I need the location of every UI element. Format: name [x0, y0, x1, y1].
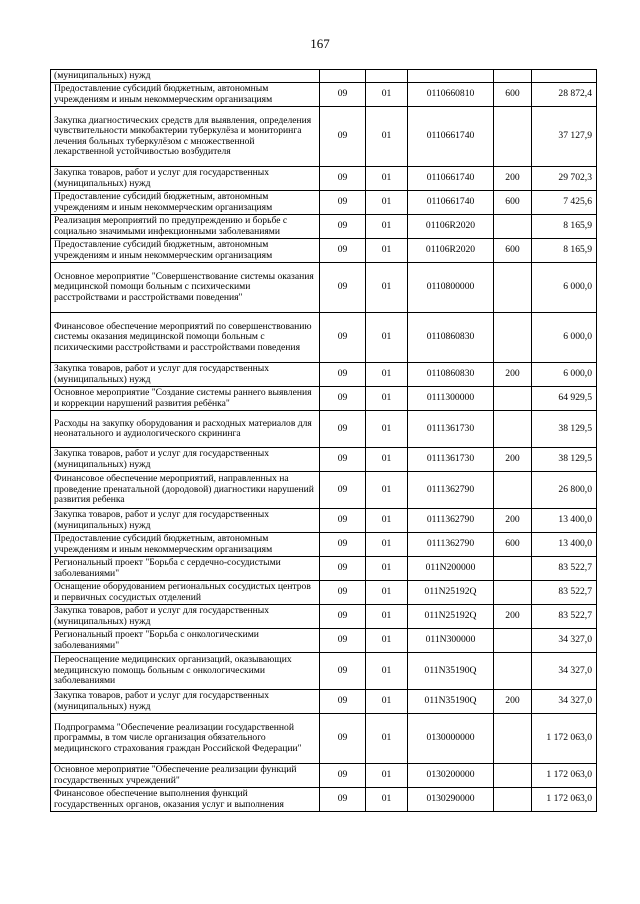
row-expense-type: [494, 764, 532, 788]
row-name: Региональный проект "Борьба с онкологическими заболеваниями": [51, 629, 320, 653]
row-name: Реализация мероприятий по предупреждению и борьбе с социально значимыми инфекционными заболеваниями: [51, 215, 320, 239]
row-expense-type: 600: [494, 533, 532, 557]
row-expense-type: [494, 107, 532, 167]
row-name: Расходы на закупку оборудования и расходных материалов для неонатального и аудиологического скрининга: [51, 411, 320, 448]
row-section: 09: [320, 690, 366, 714]
row-expense-type: [494, 263, 532, 313]
row-subsection: 01: [366, 653, 408, 690]
row-subsection: 01: [366, 107, 408, 167]
row-expense-type: [494, 70, 532, 83]
row-target-article: 0110661740: [408, 191, 494, 215]
row-subsection: 01: [366, 313, 408, 363]
row-amount: 29 702,3: [532, 167, 597, 191]
row-target-article: 01106R2020: [408, 215, 494, 239]
table-row: [51, 313, 597, 363]
row-amount: 13 400,0: [532, 533, 597, 557]
table-row: [51, 167, 597, 191]
row-amount: 34 327,0: [532, 690, 597, 714]
row-expense-type: [494, 714, 532, 764]
row-amount: 6 000,0: [532, 363, 597, 387]
row-name: Региональный проект "Борьба с сердечно-сосудистыми заболеваниями": [51, 557, 320, 581]
row-target-article: 01106R2020: [408, 239, 494, 263]
row-amount: 1 172 063,0: [532, 788, 597, 812]
row-section: 09: [320, 83, 366, 107]
row-section: 09: [320, 509, 366, 533]
row-section: 09: [320, 472, 366, 509]
row-name: Предоставление субсидий бюджетным, автономным учреждениям и иным некоммерческим организациям: [51, 533, 320, 557]
row-subsection: 01: [366, 788, 408, 812]
table-row: [51, 107, 597, 167]
row-section: 09: [320, 191, 366, 215]
table-row: [51, 581, 597, 605]
row-name: (муниципальных) нужд: [51, 70, 320, 83]
table-row: [51, 387, 597, 411]
row-name: Подпрограмма "Обеспечение реализации государственной программы, в том числе организация обязательного медицинского страхования граждан Российской Федерации": [51, 714, 320, 764]
row-expense-type: [494, 387, 532, 411]
table-row: [51, 215, 597, 239]
row-amount: 8 165,9: [532, 215, 597, 239]
row-amount: 83 522,7: [532, 557, 597, 581]
row-expense-type: 200: [494, 448, 532, 472]
row-amount: 64 929,5: [532, 387, 597, 411]
row-target-article: 011N25192Q: [408, 581, 494, 605]
row-section: 09: [320, 107, 366, 167]
table-row: [51, 363, 597, 387]
row-target-article: 0111362790: [408, 472, 494, 509]
row-subsection: 01: [366, 239, 408, 263]
table-row: [51, 788, 597, 812]
row-name: Предоставление субсидий бюджетным, автономным учреждениям и иным некоммерческим организациям: [51, 191, 320, 215]
row-subsection: 01: [366, 472, 408, 509]
row-name: Закупка товаров, работ и услуг для государственных (муниципальных) нужд: [51, 167, 320, 191]
row-amount: 38 129,5: [532, 448, 597, 472]
row-section: 09: [320, 387, 366, 411]
row-target-article: 011N25192Q: [408, 605, 494, 629]
row-amount: 37 127,9: [532, 107, 597, 167]
row-name: Закупка диагностических средств для выявления, определения чувствительности микобактерии туберкулёза и мониторинга лечения больных туберкулёзом с множественной лекарственной устойчивостью возбудителя: [51, 107, 320, 167]
row-name: Закупка товаров, работ и услуг для государственных (муниципальных) нужд: [51, 363, 320, 387]
row-expense-type: 200: [494, 690, 532, 714]
row-subsection: 01: [366, 83, 408, 107]
row-subsection: 01: [366, 363, 408, 387]
row-section: 09: [320, 581, 366, 605]
table-row: [51, 263, 597, 313]
row-name: Закупка товаров, работ и услуг для государственных (муниципальных) нужд: [51, 690, 320, 714]
row-expense-type: [494, 788, 532, 812]
row-target-article: 011N35190Q: [408, 653, 494, 690]
row-target-article: 0111362790: [408, 533, 494, 557]
row-name: Оснащение оборудованием региональных сосудистых центров и первичных сосудистых отделений: [51, 581, 320, 605]
row-section: 09: [320, 629, 366, 653]
row-subsection: 01: [366, 605, 408, 629]
row-section: 09: [320, 533, 366, 557]
row-amount: 6 000,0: [532, 313, 597, 363]
row-subsection: 01: [366, 581, 408, 605]
row-target-article: 0110860830: [408, 313, 494, 363]
row-amount: 83 522,7: [532, 605, 597, 629]
row-section: 09: [320, 363, 366, 387]
row-amount: 1 172 063,0: [532, 764, 597, 788]
row-target-article: 0111300000: [408, 387, 494, 411]
row-expense-type: 600: [494, 191, 532, 215]
row-expense-type: 600: [494, 83, 532, 107]
row-expense-type: [494, 411, 532, 448]
row-name: Основное мероприятие "Обеспечение реализации функций государственных учреждений": [51, 764, 320, 788]
row-expense-type: [494, 215, 532, 239]
row-subsection: 01: [366, 387, 408, 411]
row-section: 09: [320, 239, 366, 263]
row-target-article: 011N200000: [408, 557, 494, 581]
row-target-article: 0130290000: [408, 788, 494, 812]
table-row: [51, 472, 597, 509]
row-subsection: [366, 70, 408, 83]
row-expense-type: 200: [494, 605, 532, 629]
row-subsection: 01: [366, 263, 408, 313]
row-subsection: 01: [366, 191, 408, 215]
row-section: 09: [320, 215, 366, 239]
budget-table: [50, 69, 597, 812]
row-expense-type: 200: [494, 509, 532, 533]
table-row: [51, 629, 597, 653]
row-target-article: 0110660810: [408, 83, 494, 107]
row-name: Переоснащение медицинских организаций, оказывающих медицинскую помощь больным с онкологическими заболеваниями: [51, 653, 320, 690]
row-target-article: 0130200000: [408, 764, 494, 788]
table-row: [51, 411, 597, 448]
row-name: Закупка товаров, работ и услуг для государственных (муниципальных) нужд: [51, 509, 320, 533]
row-subsection: 01: [366, 533, 408, 557]
table-row: [51, 533, 597, 557]
row-amount: 28 872,4: [532, 83, 597, 107]
table-row: [51, 509, 597, 533]
table-row: [51, 714, 597, 764]
row-section: 09: [320, 263, 366, 313]
table-row: [51, 605, 597, 629]
row-expense-type: [494, 557, 532, 581]
row-section: 09: [320, 653, 366, 690]
table-row: [51, 83, 597, 107]
row-amount: 83 522,7: [532, 581, 597, 605]
row-name: Финансовое обеспечение мероприятий, направленных на проведение пренатальной (дородовой) диагностики нарушений развития ребенка: [51, 472, 320, 509]
row-expense-type: [494, 472, 532, 509]
row-name: Предоставление субсидий бюджетным, автономным учреждениям и иным некоммерческим организациям: [51, 239, 320, 263]
row-section: 09: [320, 788, 366, 812]
row-section: 09: [320, 764, 366, 788]
row-section: 09: [320, 557, 366, 581]
row-target-article: 0110860830: [408, 363, 494, 387]
row-expense-type: 600: [494, 239, 532, 263]
table-row: [51, 653, 597, 690]
row-target-article: 011N300000: [408, 629, 494, 653]
row-amount: 1 172 063,0: [532, 714, 597, 764]
row-section: 09: [320, 448, 366, 472]
row-name: Основное мероприятие "Создание системы раннего выявления и коррекции нарушений развития ребёнка": [51, 387, 320, 411]
row-section: 09: [320, 411, 366, 448]
table-row: [51, 448, 597, 472]
row-section: 09: [320, 167, 366, 191]
row-subsection: 01: [366, 448, 408, 472]
row-subsection: 01: [366, 167, 408, 191]
row-expense-type: 200: [494, 363, 532, 387]
row-expense-type: [494, 653, 532, 690]
table-row: [51, 690, 597, 714]
row-name: Финансовое обеспечение выполнения функций государственных органов, оказания услуг и выполнения: [51, 788, 320, 812]
row-amount: 7 425,6: [532, 191, 597, 215]
row-target-article: 0110800000: [408, 263, 494, 313]
row-expense-type: [494, 629, 532, 653]
row-amount: 8 165,9: [532, 239, 597, 263]
row-expense-type: 200: [494, 167, 532, 191]
row-amount: 6 000,0: [532, 263, 597, 313]
row-target-article: 0111361730: [408, 448, 494, 472]
row-amount: [532, 70, 597, 83]
row-expense-type: [494, 581, 532, 605]
row-subsection: 01: [366, 764, 408, 788]
row-target-article: [408, 70, 494, 83]
row-target-article: 0111362790: [408, 509, 494, 533]
row-name: Закупка товаров, работ и услуг для государственных (муниципальных) нужд: [51, 605, 320, 629]
row-section: 09: [320, 714, 366, 764]
row-section: 09: [320, 605, 366, 629]
row-name: Предоставление субсидий бюджетным, автономным учреждениям и иным некоммерческим организациям: [51, 83, 320, 107]
page-number: 167: [310, 36, 330, 51]
row-name: Финансовое обеспечение мероприятий по совершенствованию системы оказания медицинской помощи больным с психическими расстройствами и расстройствами поведения: [51, 313, 320, 363]
row-expense-type: [494, 313, 532, 363]
row-subsection: 01: [366, 690, 408, 714]
row-section: 09: [320, 313, 366, 363]
row-target-article: 0130000000: [408, 714, 494, 764]
row-name: Основное мероприятие "Совершенствование системы оказания медицинской помощи больным с психическими расстройствами и расстройствами поведения": [51, 263, 320, 313]
row-amount: 34 327,0: [532, 629, 597, 653]
row-subsection: 01: [366, 714, 408, 764]
row-amount: 38 129,5: [532, 411, 597, 448]
budget-table-body: [51, 70, 597, 812]
table-row: [51, 191, 597, 215]
table-row: [51, 239, 597, 263]
row-subsection: 01: [366, 629, 408, 653]
table-row: [51, 764, 597, 788]
row-amount: 26 800,0: [532, 472, 597, 509]
row-subsection: 01: [366, 509, 408, 533]
table-row: [51, 557, 597, 581]
row-subsection: 01: [366, 411, 408, 448]
row-target-article: 0110661740: [408, 107, 494, 167]
row-target-article: 011N35190Q: [408, 690, 494, 714]
table-row: [51, 70, 597, 83]
row-target-article: 0111361730: [408, 411, 494, 448]
row-section: [320, 70, 366, 83]
row-subsection: 01: [366, 557, 408, 581]
row-amount: 13 400,0: [532, 509, 597, 533]
row-amount: 34 327,0: [532, 653, 597, 690]
row-target-article: 0110661740: [408, 167, 494, 191]
row-name: Закупка товаров, работ и услуг для государственных (муниципальных) нужд: [51, 448, 320, 472]
row-subsection: 01: [366, 215, 408, 239]
